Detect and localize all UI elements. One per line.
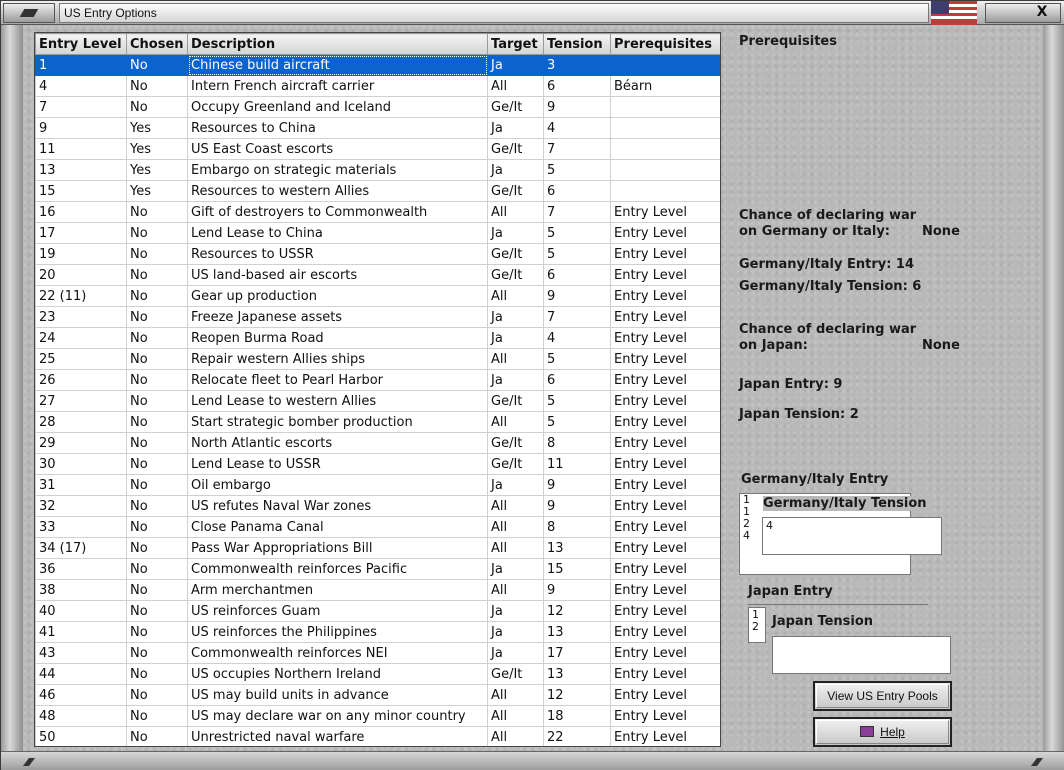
- table-cell: Resources to China: [188, 118, 488, 139]
- japan-entry-value: Japan Entry: 9: [739, 377, 843, 392]
- table-cell: 9: [544, 286, 611, 307]
- table-cell: 26: [36, 370, 127, 391]
- table-cell: 7: [544, 139, 611, 160]
- japan-tension-label: Japan Tension: [772, 614, 874, 629]
- table-cell: Entry Level: [611, 454, 722, 475]
- table-cell: 5: [544, 349, 611, 370]
- table-body: [36, 55, 722, 748]
- table-cell: Entry Level: [611, 307, 722, 328]
- table-cell: No: [127, 370, 188, 391]
- table-cell: Occupy Greenland and Iceland: [188, 97, 488, 118]
- table-cell: 25: [36, 349, 127, 370]
- table-cell: Close Panama Canal: [188, 517, 488, 538]
- table-cell: 40: [36, 601, 127, 622]
- table-cell: [611, 97, 722, 118]
- divider: [748, 604, 928, 605]
- table-cell: Entry Level: [611, 706, 722, 727]
- table-row[interactable]: [36, 706, 722, 727]
- table-row[interactable]: [36, 118, 722, 139]
- japan-entry-label: Japan Entry: [748, 584, 833, 599]
- table-cell: No: [127, 433, 188, 454]
- list-item[interactable]: 2: [752, 620, 759, 633]
- table-row[interactable]: [36, 664, 722, 685]
- prerequisites-heading: Prerequisites: [739, 34, 837, 49]
- table-cell: 12: [544, 685, 611, 706]
- table-header-row: [36, 34, 722, 55]
- table-row[interactable]: [36, 517, 722, 538]
- table-cell: [611, 118, 722, 139]
- table-cell: Entry Level: [611, 517, 722, 538]
- table-cell: No: [127, 328, 188, 349]
- table-row[interactable]: [36, 643, 722, 664]
- japan-tension-list[interactable]: [772, 636, 951, 674]
- table-cell: 6: [544, 76, 611, 97]
- table-cell: No: [127, 643, 188, 664]
- table-cell: US land-based air escorts: [188, 265, 488, 286]
- table-cell: Relocate fleet to Pearl Harbor: [188, 370, 488, 391]
- table-cell: Entry Level: [611, 391, 722, 412]
- japan-chance-line2: on Japan:: [739, 338, 808, 353]
- column-header[interactable]: Entry Level: [36, 34, 127, 55]
- table-cell: No: [127, 244, 188, 265]
- table-cell: 7: [544, 307, 611, 328]
- table-cell: Entry Level: [611, 223, 722, 244]
- table-cell: 5: [544, 160, 611, 181]
- table-cell: Entry Level: [611, 643, 722, 664]
- table-cell: 34 (17): [36, 538, 127, 559]
- table-cell: 13: [544, 538, 611, 559]
- table-cell: Entry Level: [611, 244, 722, 265]
- table-row[interactable]: [36, 685, 722, 706]
- table-cell: 13: [544, 622, 611, 643]
- help-label: Help: [880, 725, 905, 739]
- table-cell: US may build units in advance: [188, 685, 488, 706]
- table-row[interactable]: [36, 580, 722, 601]
- table-cell: No: [127, 475, 188, 496]
- table-cell: 13: [544, 664, 611, 685]
- table-cell: 28: [36, 412, 127, 433]
- table-cell: No: [127, 97, 188, 118]
- table-row[interactable]: [36, 475, 722, 496]
- table-cell: Ja: [488, 601, 544, 622]
- table-row[interactable]: [36, 454, 722, 475]
- table-cell: Ge/It: [488, 181, 544, 202]
- table-cell: 19: [36, 244, 127, 265]
- table-cell: No: [127, 685, 188, 706]
- window-frame-bottom: [1, 751, 1064, 770]
- column-header[interactable]: Prerequisites: [611, 34, 722, 55]
- table-cell: 7: [36, 97, 127, 118]
- table-cell: All: [488, 286, 544, 307]
- table-cell: 11: [36, 139, 127, 160]
- table-row[interactable]: [36, 391, 722, 412]
- table-cell: 22 (11): [36, 286, 127, 307]
- table-cell: 18: [544, 706, 611, 727]
- table-cell: 46: [36, 685, 127, 706]
- table-cell: 6: [544, 265, 611, 286]
- germany-tension-value: Germany/Italy Tension: 6: [739, 279, 922, 294]
- table-cell: US East Coast escorts: [188, 139, 488, 160]
- table-cell: [611, 139, 722, 160]
- table-row[interactable]: [36, 496, 722, 517]
- table-cell: Yes: [127, 118, 188, 139]
- table-cell: Yes: [127, 160, 188, 181]
- table-cell: Entry Level: [611, 685, 722, 706]
- table-cell: Arm merchantmen: [188, 580, 488, 601]
- table-cell: Entry Level: [611, 538, 722, 559]
- table-cell: Ge/It: [488, 391, 544, 412]
- window-frame-left: [1, 25, 23, 757]
- table-cell: Oil embargo: [188, 475, 488, 496]
- table-cell: US refutes Naval War zones: [188, 496, 488, 517]
- table-cell: Ja: [488, 328, 544, 349]
- table-cell: Entry Level: [611, 664, 722, 685]
- resize-grip-left-icon[interactable]: [21, 756, 51, 768]
- table-cell: No: [127, 517, 188, 538]
- table-cell: No: [127, 706, 188, 727]
- table-row[interactable]: [36, 559, 722, 580]
- table-cell: All: [488, 496, 544, 517]
- table-row[interactable]: [36, 622, 722, 643]
- table-cell: No: [127, 601, 188, 622]
- table-cell: [611, 160, 722, 181]
- list-item[interactable]: 4: [766, 519, 773, 532]
- table-cell: Yes: [127, 181, 188, 202]
- table-cell: 50: [36, 727, 127, 748]
- window-menu-button[interactable]: [3, 3, 55, 23]
- table-cell: Entry Level: [611, 475, 722, 496]
- table-cell: All: [488, 580, 544, 601]
- table-cell: No: [127, 559, 188, 580]
- table-cell: Entry Level: [611, 370, 722, 391]
- table-cell: All: [488, 412, 544, 433]
- table-row[interactable]: [36, 307, 722, 328]
- table-cell: No: [127, 202, 188, 223]
- table-cell: No: [127, 454, 188, 475]
- table-cell: Ge/It: [488, 139, 544, 160]
- table-cell: Ge/It: [488, 244, 544, 265]
- table-cell: No: [127, 538, 188, 559]
- column-header[interactable]: Chosen: [127, 34, 188, 55]
- table-cell: All: [488, 202, 544, 223]
- table-cell: Entry Level: [611, 601, 722, 622]
- list-item[interactable]: 4: [743, 529, 750, 542]
- table-cell: Entry Level: [611, 496, 722, 517]
- table-cell: Ja: [488, 475, 544, 496]
- table-cell: 3: [544, 55, 611, 76]
- table-cell: North Atlantic escorts: [188, 433, 488, 454]
- japan-chance-value: None: [922, 338, 960, 353]
- table-row[interactable]: [36, 538, 722, 559]
- table-cell: Ja: [488, 223, 544, 244]
- table-cell: 20: [36, 265, 127, 286]
- table-cell: Entry Level: [611, 412, 722, 433]
- table-cell: Ge/It: [488, 433, 544, 454]
- table-cell: Pass War Appropriations Bill: [188, 538, 488, 559]
- table-cell: Resources to USSR: [188, 244, 488, 265]
- table-cell: 6: [544, 370, 611, 391]
- table-cell: No: [127, 55, 188, 76]
- gi-tension-list[interactable]: [762, 517, 942, 555]
- table-cell: 15: [544, 559, 611, 580]
- table-cell: 1: [36, 55, 127, 76]
- table-cell: US reinforces the Philippines: [188, 622, 488, 643]
- table-cell: 24: [36, 328, 127, 349]
- table-cell: No: [127, 265, 188, 286]
- table-row[interactable]: [36, 601, 722, 622]
- table-cell: 4: [544, 328, 611, 349]
- table-cell: Lend Lease to USSR: [188, 454, 488, 475]
- table-cell: Ge/It: [488, 97, 544, 118]
- table-cell: US may declare war on any minor country: [188, 706, 488, 727]
- list-item[interactable]: 1: [752, 608, 759, 621]
- table-cell: 9: [544, 97, 611, 118]
- view-us-entry-pools-button[interactable]: [813, 681, 952, 711]
- table-cell: No: [127, 391, 188, 412]
- table-cell: 32: [36, 496, 127, 517]
- table-cell: No: [127, 412, 188, 433]
- table-cell: Ja: [488, 643, 544, 664]
- table-cell: US reinforces Guam: [188, 601, 488, 622]
- table-row[interactable]: [36, 202, 722, 223]
- window-title: US Entry Options: [59, 3, 929, 23]
- table-cell: Commonwealth reinforces NEI: [188, 643, 488, 664]
- help-book-icon: [860, 726, 874, 737]
- table-row[interactable]: [36, 244, 722, 265]
- table-cell: All: [488, 685, 544, 706]
- table-cell: All: [488, 727, 544, 748]
- table-row[interactable]: [36, 370, 722, 391]
- table-cell: Resources to western Allies: [188, 181, 488, 202]
- table-cell: Gear up production: [188, 286, 488, 307]
- table-cell: Unrestricted naval warfare: [188, 727, 488, 748]
- table-cell: 7: [544, 202, 611, 223]
- table-cell: Lend Lease to western Allies: [188, 391, 488, 412]
- table-cell: Ja: [488, 160, 544, 181]
- table-cell: All: [488, 349, 544, 370]
- table-cell: 9: [544, 475, 611, 496]
- table-cell: 16: [36, 202, 127, 223]
- table-row[interactable]: [36, 160, 722, 181]
- table-cell: No: [127, 496, 188, 517]
- table-cell: Lend Lease to China: [188, 223, 488, 244]
- table-cell: Entry Level: [611, 202, 722, 223]
- table-cell: Ge/It: [488, 664, 544, 685]
- table-cell: Freeze Japanese assets: [188, 307, 488, 328]
- table-cell: Ge/It: [488, 454, 544, 475]
- table-cell: No: [127, 727, 188, 748]
- table-row[interactable]: [36, 181, 722, 202]
- table-cell: Entry Level: [611, 328, 722, 349]
- entry-options-table[interactable]: [34, 32, 721, 747]
- table-cell: All: [488, 538, 544, 559]
- table-row[interactable]: [36, 727, 722, 748]
- table-cell: [611, 181, 722, 202]
- list-item[interactable]: 2: [743, 517, 750, 530]
- table-cell: 15: [36, 181, 127, 202]
- table-cell: No: [127, 664, 188, 685]
- table-cell: Intern French aircraft carrier: [188, 76, 488, 97]
- help-button[interactable]: [813, 717, 952, 747]
- table-cell: 9: [36, 118, 127, 139]
- table-cell: 12: [544, 601, 611, 622]
- table-cell: 29: [36, 433, 127, 454]
- table-cell: 6: [544, 181, 611, 202]
- list-item[interactable]: 1: [743, 493, 750, 506]
- germany-entry-value: Germany/Italy Entry: 14: [739, 257, 915, 272]
- view-us-entry-pools-label: View US Entry Pools: [827, 689, 938, 703]
- resize-grip-right-icon[interactable]: [1015, 756, 1045, 768]
- table-cell: Commonwealth reinforces Pacific: [188, 559, 488, 580]
- title-bar[interactable]: [1, 1, 1064, 25]
- column-header[interactable]: Target: [488, 34, 544, 55]
- table-row[interactable]: [36, 55, 722, 76]
- table-cell: Entry Level: [611, 559, 722, 580]
- table-row[interactable]: [36, 349, 722, 370]
- table-cell: No: [127, 349, 188, 370]
- table-cell: 22: [544, 727, 611, 748]
- table-cell: 27: [36, 391, 127, 412]
- table-cell: 38: [36, 580, 127, 601]
- table-cell: 5: [544, 244, 611, 265]
- table-cell: Entry Level: [611, 286, 722, 307]
- list-item[interactable]: 1: [743, 505, 750, 518]
- gi-entry-label: Germany/Italy Entry: [741, 472, 889, 487]
- table-cell: 43: [36, 643, 127, 664]
- table-row[interactable]: [36, 412, 722, 433]
- table-cell: Ja: [488, 55, 544, 76]
- table-cell: No: [127, 622, 188, 643]
- table-cell: 11: [544, 454, 611, 475]
- japan-entry-list[interactable]: [748, 607, 766, 643]
- close-button[interactable]: X: [1036, 4, 1048, 20]
- germany-chance-line2: on Germany or Italy:: [739, 224, 891, 239]
- table-cell: 17: [36, 223, 127, 244]
- table-cell: No: [127, 580, 188, 601]
- table-cell: 5: [544, 223, 611, 244]
- table-cell: 44: [36, 664, 127, 685]
- table-cell: 4: [36, 76, 127, 97]
- table-cell: 30: [36, 454, 127, 475]
- table-cell: Entry Level: [611, 622, 722, 643]
- table-cell: No: [127, 76, 188, 97]
- table-cell: 5: [544, 391, 611, 412]
- table-row[interactable]: [36, 265, 722, 286]
- table-row[interactable]: [36, 97, 722, 118]
- column-header[interactable]: Tension: [544, 34, 611, 55]
- table-cell: All: [488, 706, 544, 727]
- table-cell: Entry Level: [611, 433, 722, 454]
- table-cell: Start strategic bomber production: [188, 412, 488, 433]
- table-row[interactable]: [36, 139, 722, 160]
- table-row[interactable]: [36, 328, 722, 349]
- table-cell: All: [488, 76, 544, 97]
- table-cell: Embargo on strategic materials: [188, 160, 488, 181]
- table-cell: 13: [36, 160, 127, 181]
- table-cell: 17: [544, 643, 611, 664]
- table-cell: 8: [544, 517, 611, 538]
- table-cell: 31: [36, 475, 127, 496]
- table-cell: Ja: [488, 622, 544, 643]
- table-cell: Ja: [488, 118, 544, 139]
- table-cell: Ja: [488, 559, 544, 580]
- table-cell: No: [127, 286, 188, 307]
- japan-tension-value: Japan Tension: 2: [739, 407, 859, 422]
- table-cell: Entry Level: [611, 349, 722, 370]
- table-cell: 23: [36, 307, 127, 328]
- table-cell: 4: [544, 118, 611, 139]
- table-row[interactable]: [36, 223, 722, 244]
- table-cell: [611, 55, 722, 76]
- table-cell: 5: [544, 412, 611, 433]
- table-cell: Ge/It: [488, 265, 544, 286]
- table-row[interactable]: [36, 76, 722, 97]
- table-cell: 8: [544, 433, 611, 454]
- table-cell: All: [488, 517, 544, 538]
- table-cell: US occupies Northern Ireland: [188, 664, 488, 685]
- table-cell: No: [127, 223, 188, 244]
- table-cell: Entry Level: [611, 580, 722, 601]
- table-cell: 9: [544, 496, 611, 517]
- table-cell: 48: [36, 706, 127, 727]
- gi-tension-label: Germany/Italy Tension: [763, 496, 931, 511]
- table-row[interactable]: [36, 286, 722, 307]
- table-cell: Entry Level: [611, 265, 722, 286]
- germany-chance-value: None: [922, 224, 960, 239]
- table-row[interactable]: [36, 433, 722, 454]
- table-cell: Chinese build aircraft: [188, 55, 488, 76]
- table-cell: Ja: [488, 370, 544, 391]
- table-cell: Yes: [127, 139, 188, 160]
- table-cell: Ja: [488, 307, 544, 328]
- table-cell: Repair western Allies ships: [188, 349, 488, 370]
- table-cell: Gift of destroyers to Commonwealth: [188, 202, 488, 223]
- table-cell: Entry Level: [611, 727, 722, 748]
- us-flag-icon: [931, 1, 977, 25]
- table-cell: 36: [36, 559, 127, 580]
- table-cell: Reopen Burma Road: [188, 328, 488, 349]
- table-cell: 41: [36, 622, 127, 643]
- japan-chance-line1: Chance of declaring war: [739, 322, 917, 337]
- germany-chance-line1: Chance of declaring war: [739, 208, 917, 223]
- table-cell: 33: [36, 517, 127, 538]
- column-header[interactable]: Description: [188, 34, 488, 55]
- table-cell: No: [127, 307, 188, 328]
- window-frame-right: [1043, 25, 1064, 757]
- table-cell: Béarn: [611, 76, 722, 97]
- table-cell: 9: [544, 580, 611, 601]
